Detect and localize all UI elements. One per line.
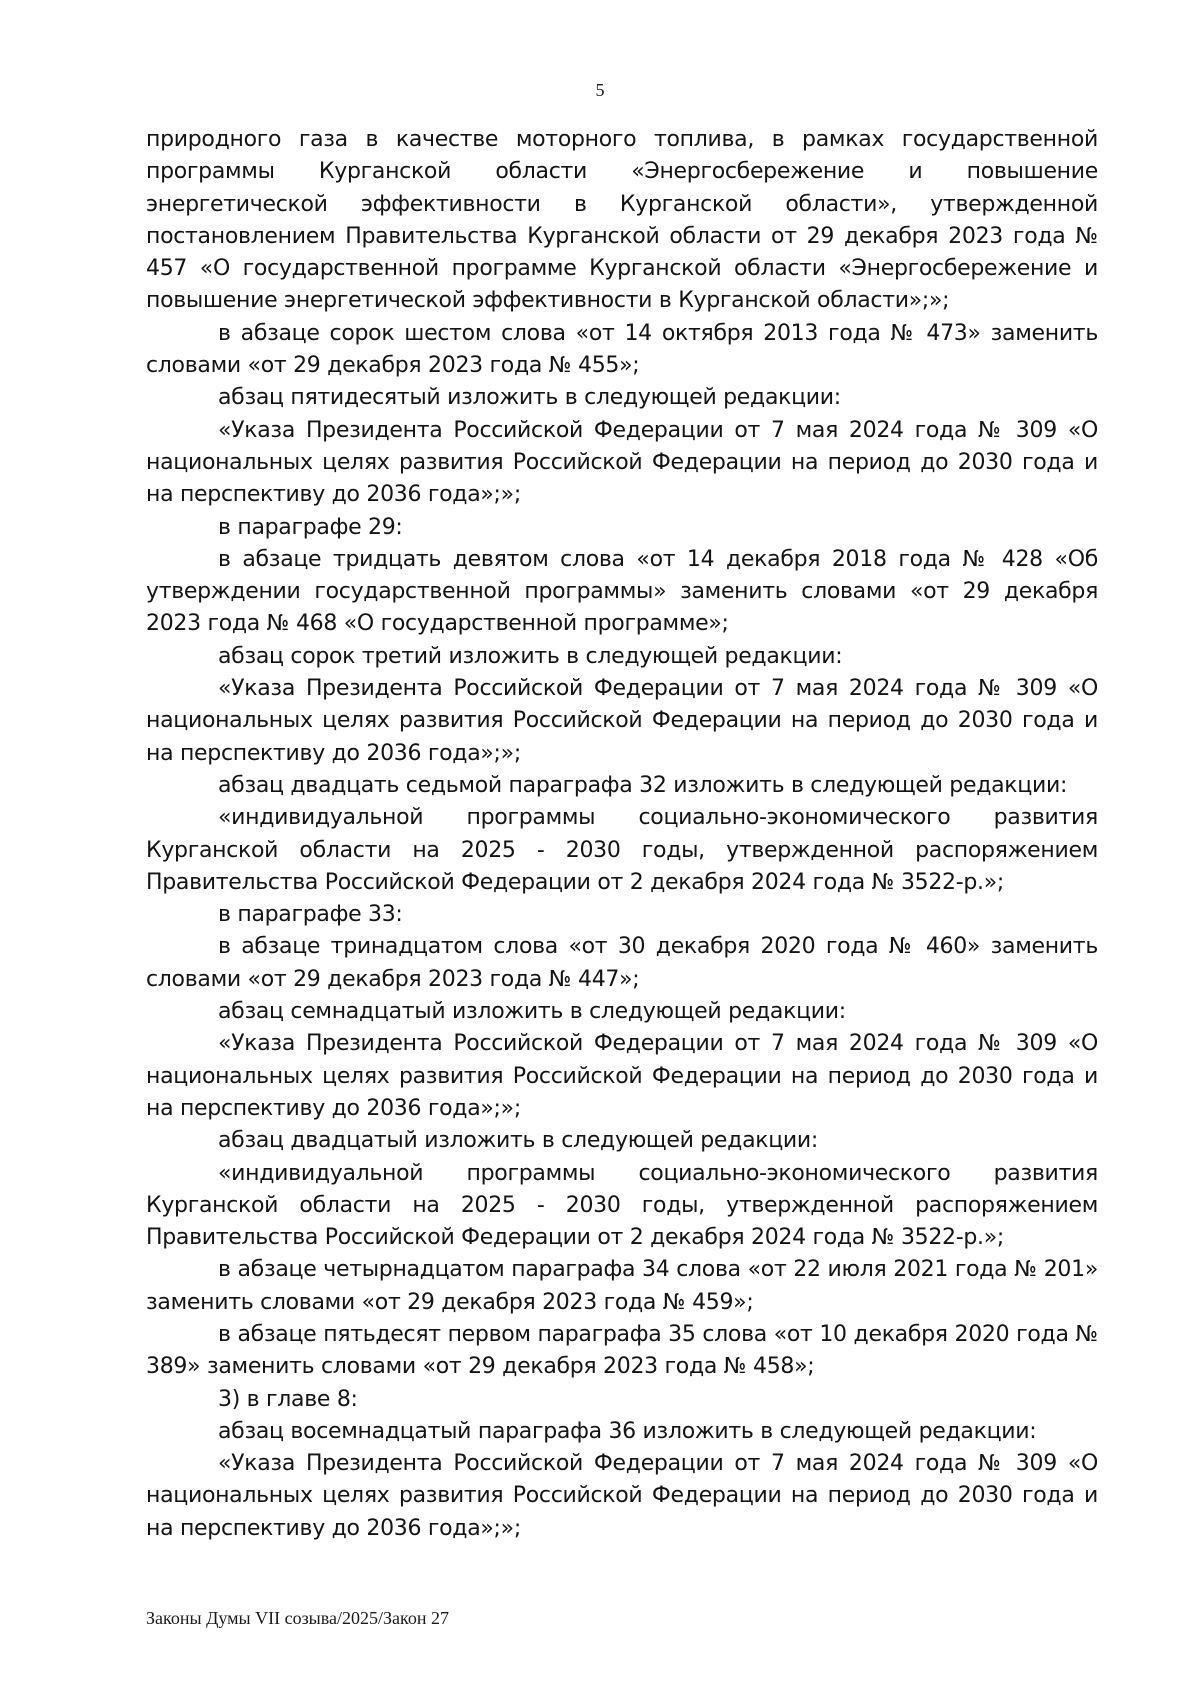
paragraph: «Указа Президента Российской Федерации от 7 мая 2024 года № 309 «О национальных целях развития Российской Федерации на период до 2030 года и на перспективу до 2036 года»;»;: [146, 1031, 1098, 1121]
paragraph: абзац сорок третий изложить в следующей редакции:: [218, 643, 843, 669]
page-number: 5: [595, 80, 605, 100]
paragraph: абзац пятидесятый изложить в следующей редакции:: [218, 385, 841, 411]
paragraph: «индивидуальной программы социально-экономического развития Курганской области на 2025 - 2030 годы, утвержденной распоряжением Правительства Российской Федерации от 2 декабря 2024 года № 3522-р.»;: [146, 1160, 1098, 1251]
paragraph: «индивидуальной программы социально-экономического развития Курганской области на 2025 - 2030 годы, утвержденной распоряжением Правительства Российской Федерации от 2 декабря 2024 года № 3522-р.»;: [146, 805, 1098, 895]
paragraph: абзац семнадцатый изложить в следующей редакции:: [218, 999, 846, 1025]
paragraph: абзац двадцатый изложить в следующей редакции:: [218, 1128, 819, 1154]
paragraph: «Указа Президента Российской Федерации от 7 мая 2024 года № 309 «О национальных целях развития Российской Федерации на период до 2030 года и на перспективу до 2036 года»;»;: [146, 676, 1098, 766]
paragraph: «Указа Президента Российской Федерации от 7 мая 2024 года № 309 «О национальных целях развития Российской Федерации на период до 2030 года и на перспективу до 2036 года»;»;: [146, 417, 1098, 508]
paragraph: в абзаце тридцать девятом слова «от 14 декабря 2018 года № 428 «Об утверждении государственной программы» заменить словами «от 29 декабря 2023 года № 468 «О государственной программе»;: [146, 546, 1098, 637]
paragraph: в параграфе 33:: [218, 902, 403, 928]
paragraph: в абзаце тринадцатом слова «от 30 декабря 2020 года № 460» заменить словами «от 29 декабря 2023 года № 447»;: [146, 934, 1098, 992]
paragraph: «Указа Президента Российской Федерации от 7 мая 2024 года № 309 «О национальных целях развития Российской Федерации на период до 2030 года и на перспективу до 2036 года»;»;: [146, 1451, 1098, 1541]
paragraph: абзац двадцать седьмой параграфа 32 изложить в следующей редакции:: [218, 772, 1068, 798]
document-body: [146, 124, 1098, 1545]
paragraph: в абзаце сорок шестом слова «от 14 октября 2013 года № 473» заменить словами «от 29 декабря 2023 года № 455»;: [146, 320, 1098, 379]
paragraph: в абзаце пятьдесят первом параграфа 35 слова «от 10 декабря 2020 года № 389» заменить словами «от 29 декабря 2023 года № 458»;: [146, 1321, 1098, 1380]
paragraph: в параграфе 29:: [218, 514, 403, 540]
paragraph: в абзаце четырнадцатом параграфа 34 слова «от 22 июля 2021 года № 201» заменить словами «от 29 декабря 2023 года № 459»;: [146, 1257, 1098, 1315]
paragraph: природного газа в качестве моторного топлива, в рамках государственной программы Курганской области «Энергосбережение и повышение энергетической эффективности в Курганской области», утвержденной постановлением Правительства Курганской области от 29 декабря 2023 года № 457 «О государственной программе Курганской области «Энергосбережение и повышение энергетической эффективности в Курганской области»;»;: [146, 127, 1098, 314]
document-footer: Законы Думы VII созыва/2025/Закон 27: [146, 1608, 449, 1628]
paragraph: абзац восемнадцатый параграфа 36 изложить в следующей редакции:: [218, 1418, 1037, 1444]
paragraph: 3) в главе 8:: [218, 1386, 358, 1412]
